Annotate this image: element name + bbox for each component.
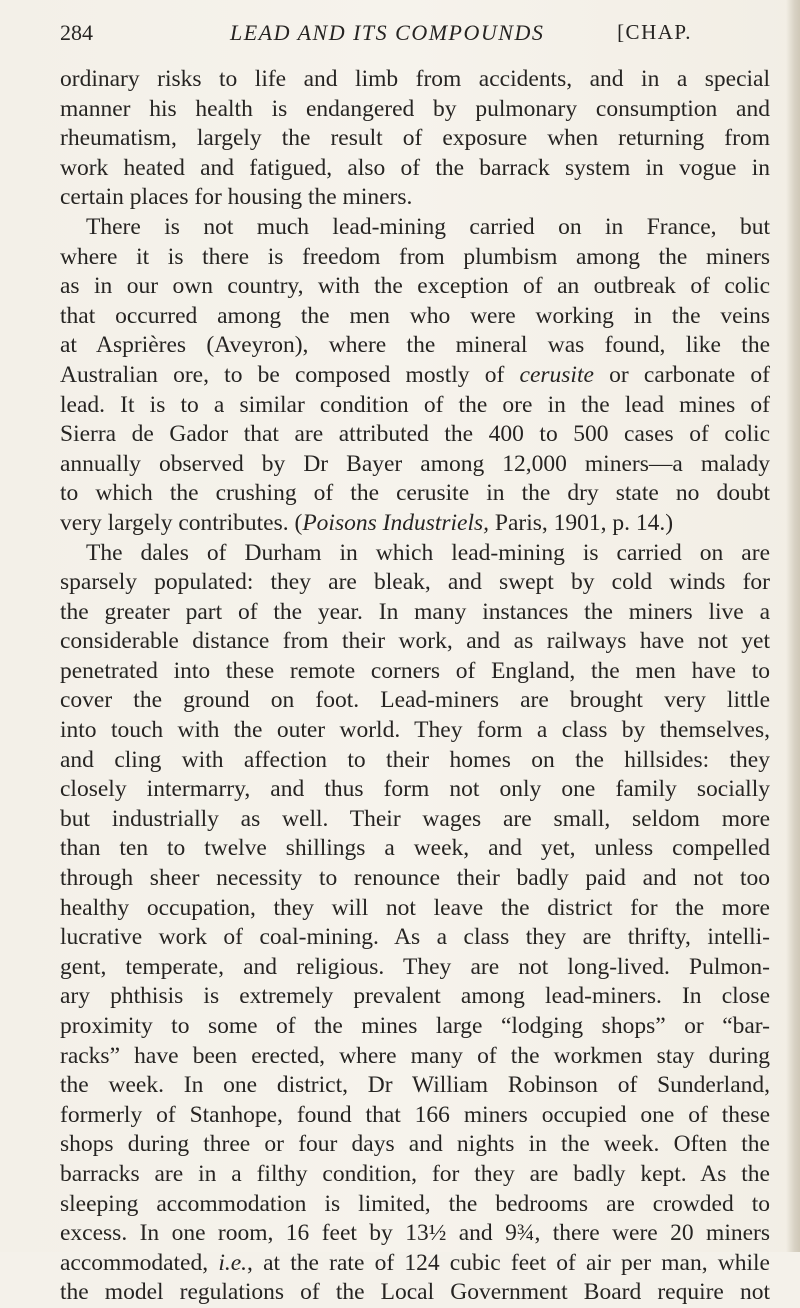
text-line xyxy=(60,450,770,480)
text-line xyxy=(60,923,770,953)
text-run: sleeping accommodation is limited, the bedrooms are crowded to xyxy=(60,1190,770,1217)
text-line xyxy=(60,391,770,421)
text-line xyxy=(60,154,770,184)
text-line xyxy=(60,568,770,598)
running-title: LEAD AND ITS COMPOUNDS xyxy=(230,20,545,45)
text-line xyxy=(60,982,770,1012)
text-run: rheumatism, largely the result of exposure when returning from xyxy=(60,125,770,152)
text-line xyxy=(60,539,770,569)
text-line xyxy=(60,1219,770,1249)
text-run: into touch with the outer world. They form a class by themselves, xyxy=(60,717,770,744)
text-run: shops during three or four days and nights in the week. Often the xyxy=(60,1131,770,1158)
text-run: excess. In one room, 16 feet by 13½ and 9¾, there were 20 miners xyxy=(60,1220,770,1247)
text-line xyxy=(60,746,770,776)
text-line xyxy=(60,1160,770,1190)
text-run: closely intermarry, and thus form not only one family socially xyxy=(60,776,770,803)
text-line xyxy=(60,1012,770,1042)
text-line xyxy=(60,864,770,894)
text-run: very largely contributes. ( xyxy=(60,509,303,536)
text-line xyxy=(60,479,770,509)
text-run: formerly of Stanhope, found that 166 miners occupied one of these xyxy=(60,1101,770,1128)
text-run: lucrative work of coal-mining. As a class they are thrifty, intelli- xyxy=(60,924,770,951)
text-run: and cling with affection to their homes on the hillsides: they xyxy=(60,746,770,773)
text-run: but industrially as well. Their wages are small, seldom more xyxy=(60,805,770,832)
body-text xyxy=(60,65,770,1308)
text-run: manner his health is endangered by pulmonary consumption and xyxy=(60,95,770,122)
text-run: the greater part of the year. In many instances the miners live a xyxy=(60,598,770,625)
text-run: accommodated, xyxy=(60,1249,219,1276)
text-line xyxy=(60,805,770,835)
text-line xyxy=(60,509,770,539)
text-line xyxy=(60,953,770,983)
italic-text: Poisons Industriels, xyxy=(302,509,490,536)
italic-text: i.e. xyxy=(218,1249,248,1276)
text-run: racks” have been erected, where many of the workmen stay during xyxy=(60,1042,770,1069)
text-line xyxy=(60,716,770,746)
chapter-mark: [CHAP. xyxy=(617,20,692,44)
text-line xyxy=(60,183,770,213)
text-run: There is not much lead-mining carried on in France, but xyxy=(86,213,770,240)
text-line xyxy=(60,272,770,302)
text-run: through sheer necessity to renounce their badly paid and not too xyxy=(60,865,770,892)
text-line xyxy=(60,124,770,154)
text-line xyxy=(60,331,770,361)
text-line xyxy=(60,1101,770,1131)
text-run: to which the crushing of the cerusite in the dry state no doubt xyxy=(60,480,770,507)
text-line xyxy=(60,1249,770,1279)
text-run: The dales of Durham in which lead-mining is carried on are xyxy=(86,539,770,566)
text-run: sparsely populated: they are bleak, and swept by cold winds for xyxy=(60,569,770,596)
italic-text: cerusite xyxy=(519,361,594,388)
text-line xyxy=(60,65,770,95)
text-line xyxy=(60,243,770,273)
text-run: as in our own country, with the exception of an outbreak of colic xyxy=(60,273,770,300)
text-line xyxy=(60,657,770,687)
text-line xyxy=(60,686,770,716)
text-line xyxy=(60,627,770,657)
text-run: barracks are in a filthy condition, for they are badly kept. As the xyxy=(60,1160,770,1187)
text-run: gent, temperate, and religious. They are not long-lived. Pulmon- xyxy=(60,953,770,980)
text-line xyxy=(60,1190,770,1220)
text-run: annually observed by Dr Bayer among 12,000 miners—a malady xyxy=(60,450,770,477)
page-number: 284 xyxy=(60,20,93,45)
text-line xyxy=(60,1130,770,1160)
text-run: work heated and fatigued, also of the barrack system in vogue in xyxy=(60,154,770,181)
text-run: Australian ore, to be composed mostly of xyxy=(60,361,520,388)
text-run: considerable distance from their work, and as railways have not yet xyxy=(60,628,770,655)
text-run: lead. It is to a similar condition of the ore in the lead mines of xyxy=(60,391,770,418)
text-run: that occurred among the men who were working in the veins xyxy=(60,302,770,329)
text-line xyxy=(60,598,770,628)
text-run: ary phthisis is extremely prevalent among lead-miners. In close xyxy=(60,983,770,1010)
text-run: than ten to twelve shillings a week, and yet, unless compelled xyxy=(60,835,770,862)
text-run: Paris, 1901, p. 14.) xyxy=(489,509,674,536)
text-run: certain places for housing the miners. xyxy=(60,184,413,211)
text-run: the model regulations of the Local Government Board require not xyxy=(60,1279,770,1306)
text-line xyxy=(60,834,770,864)
text-line xyxy=(60,1042,770,1072)
text-run: penetrated into these remote corners of England, the men have to xyxy=(60,657,770,684)
text-run: Sierra de Gador that are attributed the 400 to 500 cases of colic xyxy=(60,421,770,448)
text-run: at Asprières (Aveyron), where the mineral was found, like the xyxy=(60,332,770,359)
text-run: healthy occupation, they will not leave the district for the more xyxy=(60,894,770,921)
text-line xyxy=(60,1278,770,1308)
text-run: ordinary risks to life and limb from accidents, and in a special xyxy=(60,66,770,92)
text-line xyxy=(60,302,770,332)
text-run: , at the rate of 124 cubic feet of air per man, while xyxy=(247,1249,770,1276)
text-run: where it is there is freedom from plumbism among the miners xyxy=(60,243,770,270)
text-run: the week. In one district, Dr William Robinson of Sunderland, xyxy=(60,1072,770,1099)
text-line xyxy=(60,1071,770,1101)
text-line xyxy=(60,95,770,125)
text-line xyxy=(60,894,770,924)
text-line xyxy=(60,213,770,243)
page-edge-shadow xyxy=(786,0,800,1252)
text-line xyxy=(60,361,770,391)
text-line xyxy=(60,775,770,805)
text-run: proximity to some of the mines large “lodging shops” or “bar- xyxy=(60,1013,770,1039)
text-run: or carbonate of xyxy=(593,361,770,388)
text-line xyxy=(60,420,770,450)
running-header xyxy=(60,20,700,50)
text-run: cover the ground on foot. Lead-miners are brought very little xyxy=(60,687,770,714)
